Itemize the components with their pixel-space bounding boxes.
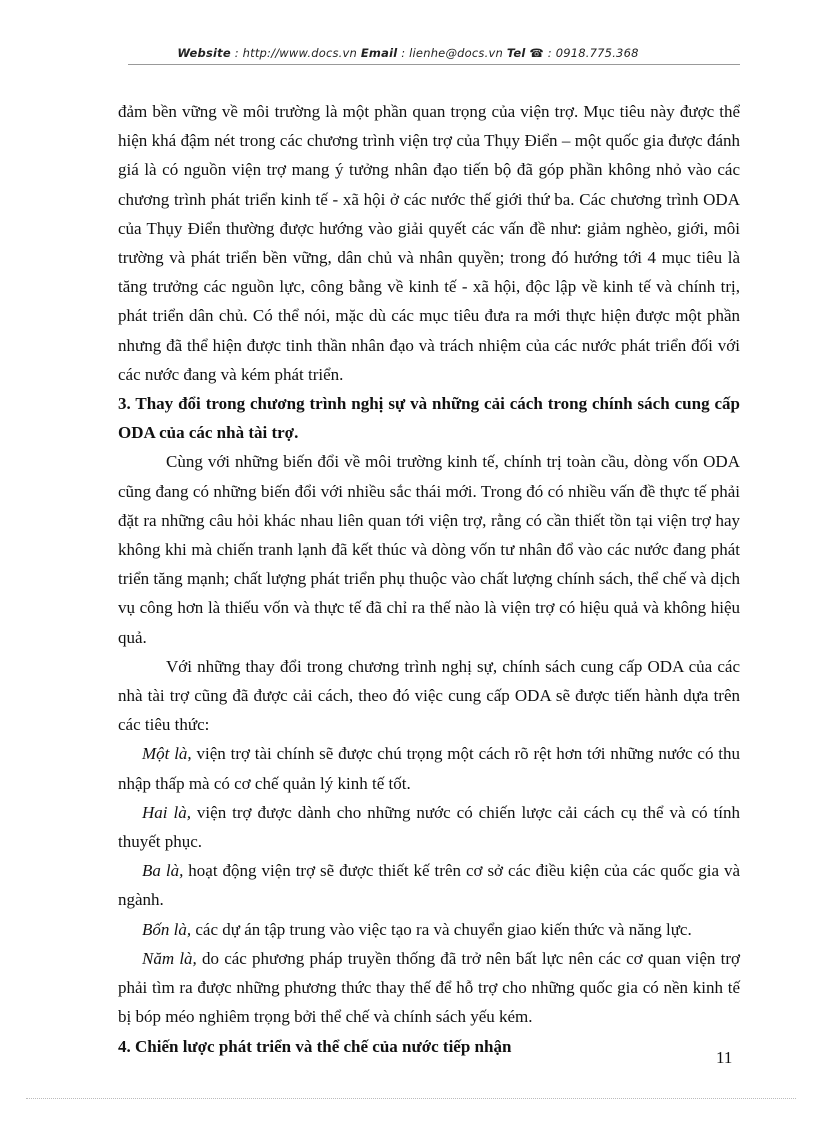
- page-number: 11: [716, 1048, 733, 1067]
- paragraph-environment: đảm bền vững về môi trường là một phần quan trọng của viện trợ. Mục tiêu này được thể hiện khá đậm nét trong các chương trình viện trợ của Thụy Điển – một quốc gia được đánh giá là có nguồn viện trợ mang ý tưởng nhân đạo tiến bộ đã góp phần không nhỏ vào các chương trình phát triển kinh tế - xã hội ở các nước thế giới thứ ba. Các chương trình ODA của Thụy Điển thường được hướng vào giải quyết các vấn đề như: giảm nghèo, giới, môi trường và phát triển bền vững, dân chủ và nhân quyền; trong đó hướng tới 4 mục tiêu là tăng trưởng các nguồn lực, công bằng về kinh tế - xã hội, độc lập về kinh tế và chính trị, phát triển dân chủ. Có thể nói, mặc dù các mục tiêu đưa ra mới thực hiện được một phần nhưng đã thể hiện được tinh thần nhân đạo và trách nhiệm của các nước phát triển đối với các nước đang và kém phát triển.: [118, 102, 740, 384]
- list-text-three: hoạt động viện trợ sẽ được thiết kế trên cơ sở các điều kiện của các quốc gia và ngành.: [118, 861, 740, 910]
- website-value: : http://www.docs.vn: [230, 46, 361, 60]
- website-label: Website: [177, 46, 231, 60]
- list-lead-five: Năm là,: [142, 948, 197, 968]
- tel-label: Tel: [506, 46, 526, 60]
- paragraph-agenda: Với những thay đổi trong chương trình nghị sự, chính sách cung cấp ODA của các nhà tài trợ cũng đã được cải cách, theo đó việc cung cấp ODA sẽ được tiến hành dựa trên các tiêu thức:: [118, 656, 740, 735]
- list-item-two: [118, 798, 740, 856]
- list-lead-four: Bốn là,: [142, 919, 192, 939]
- footer-divider: [26, 1098, 796, 1099]
- list-text-five: do các phương pháp truyền thống đã trở nên bất lực nên các cơ quan viện trợ phải tìm ra được những phương thức thay thế để hỗ trợ cho những quốc gia có nền kinh tế bị bóp méo nghiêm trọng bởi thể chế và chính sách yếu kém.: [118, 948, 740, 1027]
- page-header: [0, 46, 816, 60]
- document-body: [118, 97, 740, 1061]
- list-item-four: [118, 915, 740, 944]
- email-value: : lienhe@docs.vn: [397, 46, 507, 60]
- list-item-one: [118, 739, 740, 797]
- list-item-five: [118, 944, 740, 1032]
- paragraph-global-changes: Cùng với những biến đổi về môi trường kinh tế, chính trị toàn cầu, dòng vốn ODA cũng đang có những biến đổi với nhiều sắc thái mới. Trong đó có nhiều vấn đề thực tế phải đặt ra những câu hỏi khác nhau liên quan tới viện trợ, rằng có cần thiết tồn tại viện trợ hay không khi mà chiến tranh lạnh đã kết thúc và dòng vốn tư nhân đổ vào các nước đang phát triển tăng mạnh; chất lượng phát triển phụ thuộc vào chất lượng chính sách, thể chế và dịch vụ công hơn là thiếu vốn và thực tế đã chỉ ra thế nào là viện trợ có hiệu quả và không hiệu quả.: [118, 452, 740, 647]
- section-heading-3: 3. Thay đổi trong chương trình nghị sự và những cải cách trong chính sách cung cấp ODA của các nhà tài trợ.: [118, 394, 740, 443]
- list-item-three: [118, 856, 740, 914]
- email-label: Email: [360, 46, 398, 60]
- list-lead-three: Ba là,: [142, 861, 184, 881]
- list-lead-two: Hai là,: [142, 802, 191, 822]
- tel-value: : 0918.775.368: [543, 46, 639, 60]
- header-divider: [128, 64, 740, 65]
- list-text-four: các dự án tập trung vào việc tạo ra và chuyển giao kiến thức và năng lực.: [191, 919, 692, 939]
- list-text-one: viện trợ tài chính sẽ được chú trọng một cách rõ rệt hơn tới những nước có thu nhập thấp mà có cơ chế quản lý kinh tế tốt.: [118, 744, 741, 793]
- phone-icon: ☎: [529, 46, 544, 60]
- list-text-two: viện trợ được dành cho những nước có chiến lược cải cách cụ thể và có tính thuyết phục.: [118, 802, 740, 852]
- section-heading-4: 4. Chiến lược phát triển và thể chế của nước tiếp nhận: [118, 1036, 512, 1056]
- list-lead-one: Một là,: [142, 744, 192, 764]
